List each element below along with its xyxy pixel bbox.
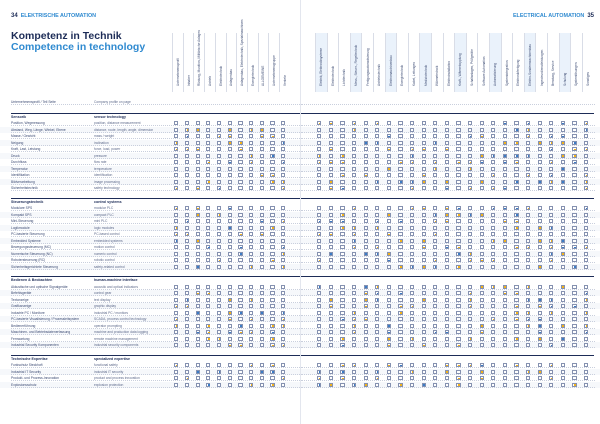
right-table-row xyxy=(301,225,600,231)
left-table-row xyxy=(0,120,300,126)
right-column-header-label: Kraft-, Wärmekopplung xyxy=(458,53,463,86)
left-table-row xyxy=(0,303,300,309)
left-table-row xyxy=(0,362,300,368)
row-label-en: temperature xyxy=(94,166,112,171)
row-label: Mini-Steuerung xyxy=(11,219,34,223)
right-column-header-label: Automatisierung xyxy=(493,62,498,86)
right-table-row xyxy=(301,179,600,185)
left-table-row xyxy=(0,342,300,348)
row-label: Textanzeige xyxy=(11,297,29,302)
row-label-en: flow rate xyxy=(94,160,107,164)
left-table-row xyxy=(0,153,300,159)
left-column-header-label: Rüstung, Munition, Militärische Anlagen xyxy=(197,30,202,86)
left-column-header xyxy=(226,33,237,92)
left-column-header xyxy=(279,33,290,92)
left-column-header-label: Unternehmensgruppe xyxy=(272,55,277,86)
right-table-row xyxy=(301,329,600,335)
left-column-header xyxy=(183,33,194,92)
right-table-row xyxy=(301,382,600,388)
left-section-header xyxy=(0,356,300,362)
row-label-en: machine and production data logging xyxy=(94,330,149,334)
right-table-row xyxy=(301,166,600,172)
right-column-header-label: Antriebstechnik xyxy=(377,64,382,86)
left-table-row xyxy=(0,257,300,263)
row-label: Kraft, Last, Leistung xyxy=(11,147,41,151)
row-label-en: image processing xyxy=(94,179,120,184)
row-label-en: mini PLC xyxy=(94,219,108,223)
right-column-header-label: Elektrotechnik xyxy=(330,65,335,86)
row-label-en: PC-based control xyxy=(94,232,120,236)
right-column-header xyxy=(535,33,547,92)
right-column-header xyxy=(547,33,559,92)
left-table-row xyxy=(0,146,300,152)
left-column-header xyxy=(236,19,247,92)
left-table-row xyxy=(0,329,300,335)
row-label-en: product and process innovation xyxy=(94,376,140,380)
right-column-header xyxy=(350,33,362,92)
row-label-en: robotic control xyxy=(94,258,115,262)
row-label-en: mass / weight xyxy=(94,134,115,138)
left-section-header xyxy=(0,199,300,205)
right-column-header xyxy=(454,33,466,92)
left-table-row xyxy=(0,297,300,303)
right-section-header xyxy=(301,356,600,362)
row-label-en: remote machine management xyxy=(94,336,138,341)
right-column-header xyxy=(501,33,513,92)
left-table-row xyxy=(0,244,300,250)
left-table-row xyxy=(0,336,300,342)
right-table-row xyxy=(301,251,600,257)
left-table-row xyxy=(0,264,300,270)
left-column-header-label: Anlagenbau, Elektrotechnik, Spezialmaschinen xyxy=(240,19,245,86)
left-table-row xyxy=(0,166,300,172)
left-table-row xyxy=(0,290,300,296)
right-column-header xyxy=(559,33,571,92)
left-table-row xyxy=(0,238,300,244)
left-column-header-label: Anlagenbau xyxy=(229,68,234,86)
row-label: Maschinen- und Betriebsdatenerfassung xyxy=(11,330,71,334)
section-title: Steuerungstechnik xyxy=(11,199,44,204)
row-label: Position, Wegmessung xyxy=(11,121,45,125)
right-column-header-label: Software Automation xyxy=(481,56,486,86)
right-column-header-label: Sonstiges xyxy=(586,72,591,86)
row-label-en: industrial IT security xyxy=(94,369,124,374)
right-column-header xyxy=(524,33,536,92)
row-label-en: operator prompting xyxy=(94,323,122,328)
right-column-header-label: Wärmetechnik xyxy=(435,65,440,86)
right-column-header xyxy=(477,33,489,92)
left-table-row xyxy=(0,231,300,237)
left-section-header xyxy=(0,277,300,283)
left-table-row xyxy=(0,205,300,211)
section-title: Sensorik xyxy=(11,114,27,119)
right-column-header xyxy=(408,33,420,92)
left-column-header xyxy=(268,33,279,92)
right-page-number: 35 xyxy=(587,13,594,19)
left-table-row xyxy=(0,179,300,185)
row-label: Fernwartung xyxy=(11,336,30,341)
row-label: Numerische Steuerung (NC) xyxy=(11,251,53,256)
row-label: Sicherheitsgerichtete Steuerung xyxy=(11,264,58,269)
left-column-header-label: Elektrotechnik xyxy=(218,65,223,86)
left-table-row xyxy=(0,375,300,381)
right-table-row xyxy=(301,140,600,146)
right-column-header-label: Elektrik, Elektroniksysteme xyxy=(319,47,324,86)
row-label: Sicherheitstechnik xyxy=(11,186,38,190)
row-label-en: position, distance measurement xyxy=(94,121,141,125)
right-table-row xyxy=(301,290,600,296)
left-column-header-label: Antrieb xyxy=(207,75,212,86)
profile-row-label: Unternehmensprofil / Teil Seite xyxy=(11,100,56,104)
left-column-header-label: Energietechnik xyxy=(250,64,255,86)
right-column-header xyxy=(489,33,501,92)
right-column-header-label: Schulung xyxy=(562,72,567,86)
row-label: Explosionsschutz xyxy=(11,382,37,387)
right-column-header-label: Kabel, Leitungen xyxy=(412,62,417,86)
left-section-header xyxy=(0,114,300,120)
row-label: Funkschutz Steckhoft xyxy=(11,363,43,367)
left-table-row xyxy=(0,140,300,146)
left-column-header xyxy=(204,33,215,92)
row-label-en: acoustic and optical indicators xyxy=(94,284,138,289)
right-table-row xyxy=(301,310,600,316)
row-label-en: industrial security components xyxy=(94,343,139,347)
right-column-header xyxy=(396,33,408,92)
row-label-en: graphic display xyxy=(94,304,116,308)
row-label: PC-basierte Visualisierung / Prozessleitsystem xyxy=(11,317,80,321)
right-column-header-label: Schaltanlagen, Prüfgeräte xyxy=(470,49,475,86)
right-table-row xyxy=(301,336,600,342)
right-table-row xyxy=(301,257,600,263)
left-table-row xyxy=(0,127,300,133)
row-label: Industrial IT Security xyxy=(11,369,41,374)
section-title-en: sensor technology xyxy=(94,114,126,119)
page-subtitle: Competence in technology xyxy=(11,41,146,53)
right-column-header-label: Fertigungsautomatisierung xyxy=(365,48,370,86)
row-label: Bewegungssteuerung (MC) xyxy=(11,245,52,249)
row-label: Bedienerführung xyxy=(11,323,36,328)
right-table-row xyxy=(301,284,600,290)
right-section-header xyxy=(301,277,600,283)
row-label-en: explosion protection xyxy=(94,382,124,387)
right-column-header-label: Beratung, Service xyxy=(551,60,556,86)
right-table-row xyxy=(301,375,600,381)
right-profile-row xyxy=(301,99,600,105)
left-table-row xyxy=(0,133,300,139)
row-label: Akkustische und optische Signalgeräte xyxy=(11,284,68,289)
right-table-row xyxy=(301,205,600,211)
right-column-header-label: Mess-, Steuer-, Regeltechnik xyxy=(354,44,359,86)
left-table-row xyxy=(0,316,300,322)
left-column-header xyxy=(193,30,204,92)
left-column-header xyxy=(258,33,269,92)
row-label: Druck xyxy=(11,153,20,158)
right-table-row xyxy=(301,185,600,191)
right-column-header-label: Elektromaschinenbau xyxy=(388,55,393,86)
row-label: Logikmodule xyxy=(11,225,30,230)
left-column-header-label: Verkehr xyxy=(282,75,287,86)
right-table-row xyxy=(301,323,600,329)
row-label-en: control gear xyxy=(94,291,112,295)
left-table-row xyxy=(0,310,300,316)
right-column-header-label: Ingenieurdienstleistungen xyxy=(539,49,544,86)
right-column-header xyxy=(466,33,478,92)
row-label: Produkt- und Prozess-Innovation xyxy=(11,376,60,380)
left-column-header-label: Inhaber xyxy=(186,75,191,86)
row-label-en: numeric control xyxy=(94,251,117,256)
right-table-row xyxy=(301,172,600,178)
left-table-row xyxy=(0,225,300,231)
right-page xyxy=(300,0,600,424)
left-table-row xyxy=(0,172,300,178)
right-column-header-label: Elektronikfertigung xyxy=(516,59,521,86)
right-column-header xyxy=(315,33,327,92)
right-table-row xyxy=(301,218,600,224)
right-column-header xyxy=(361,33,373,92)
left-page-number: 34 xyxy=(11,13,18,19)
left-table-row xyxy=(0,185,300,191)
right-section-header xyxy=(301,114,600,120)
left-column-header xyxy=(172,33,183,92)
right-column-header-label: Energietechnik xyxy=(400,64,405,86)
row-label: Grafikanzeige xyxy=(11,304,32,308)
right-table-row xyxy=(301,238,600,244)
right-column-header xyxy=(338,33,350,92)
row-label-en: embedded systems xyxy=(94,238,123,243)
row-label-en: text display xyxy=(94,297,111,302)
left-column-header xyxy=(247,33,258,92)
row-label-en: safety-related control xyxy=(94,264,125,269)
right-table-row xyxy=(301,342,600,348)
row-label-en: safety technology xyxy=(94,186,120,190)
left-table-row xyxy=(0,212,300,218)
left-table-row xyxy=(0,218,300,224)
section-title-en: specialized expertise xyxy=(94,356,130,361)
row-label: Robotersteuerung (RC) xyxy=(11,258,46,262)
right-section-header xyxy=(301,199,600,205)
right-running-head: ELECTRICAL AUTOMATION xyxy=(512,13,585,19)
left-profile-row xyxy=(0,99,300,105)
row-label-en: distance, route, length, angle, dimension xyxy=(94,127,154,132)
row-label-en: logic modules xyxy=(94,225,115,230)
profile-row-label-en: Company profile on page xyxy=(94,100,131,104)
left-table-row xyxy=(0,251,300,257)
left-table-row xyxy=(0,369,300,375)
right-table-row xyxy=(301,297,600,303)
right-column-header-label: Systemlösungen xyxy=(574,62,579,86)
right-table-row xyxy=(301,120,600,126)
row-label: Industrial Security Komponenten xyxy=(11,343,59,347)
right-table-row xyxy=(301,127,600,133)
right-column-header-label: Medizintechnik xyxy=(423,64,428,86)
row-label: Bildverarbeitung xyxy=(11,179,35,184)
row-label-en: pressure xyxy=(94,153,107,158)
section-title-en: control systems xyxy=(94,199,122,204)
section-title: Technische Expertise xyxy=(11,356,48,361)
right-table-row xyxy=(301,153,600,159)
right-column-header xyxy=(431,33,443,92)
row-label: PC-basierte Steuerung xyxy=(11,232,45,236)
row-label: Embedded Systeme xyxy=(11,238,41,243)
right-page-header xyxy=(513,13,594,19)
right-column-header xyxy=(385,33,397,92)
right-table-row xyxy=(301,264,600,270)
row-label: Modulare SPS xyxy=(11,206,33,210)
left-table-row xyxy=(0,382,300,388)
right-column-header xyxy=(512,33,524,92)
left-column-header-label: ALLGEMEINE xyxy=(261,65,266,86)
left-running-head: ELEKTRISCHE AUTOMATION xyxy=(20,13,97,19)
row-label-en: inclination xyxy=(94,140,109,145)
left-page-header xyxy=(11,13,96,19)
right-table-row xyxy=(301,159,600,165)
row-label: Abstand, Weg, Länge, Winkel, Ebene xyxy=(11,127,66,132)
right-table-row xyxy=(301,369,600,375)
right-column-header-label: Elektro-Sondermaschinenbau xyxy=(528,44,533,86)
right-column-headers xyxy=(315,33,595,92)
row-label: Industrie PC / Monitore xyxy=(11,310,45,315)
right-table-row xyxy=(301,244,600,250)
row-label: Kompakt SPS xyxy=(11,212,32,217)
right-table-row xyxy=(301,133,600,139)
row-label: Identifikation xyxy=(11,173,30,177)
right-table-row xyxy=(301,231,600,237)
right-column-header xyxy=(327,33,339,92)
left-column-header-label: Unternehmensprofil xyxy=(175,58,180,86)
row-label-en: compact PLC xyxy=(94,212,114,217)
left-table-row xyxy=(0,159,300,165)
row-label-en: functional safety xyxy=(94,363,118,367)
row-label: Neigung xyxy=(11,140,24,145)
right-table-row xyxy=(301,316,600,322)
row-label: Befehlsgeräte xyxy=(11,291,32,295)
right-table-row xyxy=(301,303,600,309)
left-table-row xyxy=(0,284,300,290)
right-column-header xyxy=(443,33,455,92)
row-label-en: force, load, power xyxy=(94,147,121,151)
row-label-en: identification xyxy=(94,173,113,177)
right-column-header xyxy=(419,33,431,92)
right-column-header xyxy=(570,33,582,92)
row-label: Temperatur xyxy=(11,166,28,171)
row-label: Durchfluss xyxy=(11,160,27,164)
left-column-header xyxy=(215,33,226,92)
right-table-row xyxy=(301,212,600,218)
row-label-en: SCADA, process control technology xyxy=(94,317,147,321)
row-label-en: modular PLC xyxy=(94,206,114,210)
right-column-header xyxy=(582,33,594,92)
right-column-header xyxy=(373,33,385,92)
left-column-headers xyxy=(172,19,300,92)
row-label-en: industrial PC / monitors xyxy=(94,310,129,315)
page-title: Kompetenz in Technik xyxy=(11,30,122,42)
section-title-en: human-machine interface xyxy=(94,278,138,282)
right-column-header-label: Systemintegration xyxy=(504,60,509,86)
left-table-row xyxy=(0,323,300,329)
section-title: Bedienen & Beobachten xyxy=(11,278,53,282)
right-column-header-label: Lichttechnik xyxy=(342,69,347,86)
row-label-en: motion control xyxy=(94,245,115,249)
right-column-header-label: Elektroinstallation xyxy=(446,61,451,86)
row-label: Masse / Gewicht xyxy=(11,134,36,138)
right-table-row xyxy=(301,362,600,368)
right-table-row xyxy=(301,146,600,152)
